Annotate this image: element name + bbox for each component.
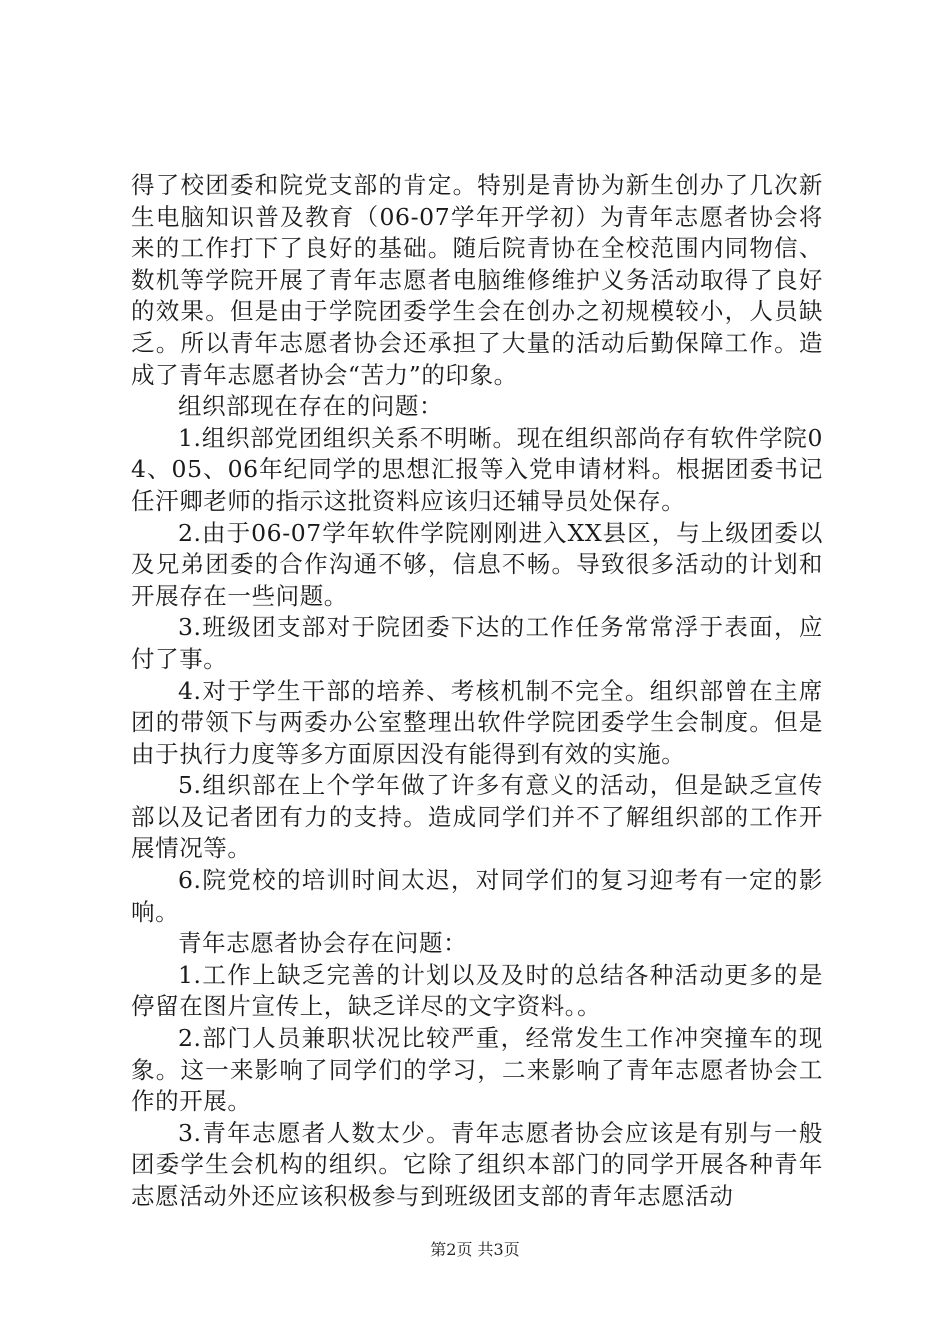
volunteer-problem-3: 3.青年志愿者人数太少。青年志愿者协会应该是有别与一般团委学生会机构的组织。它除了组织本部门的同学开展各种青年志愿活动外还应该积极参与到班级团支部的青年志愿活动 <box>131 1118 823 1210</box>
org-problem-1: 1.组织部党团组织关系不明晰。现在组织部尚存有软件学院04、05、06年纪同学的思想汇报等入党申请材料。根据团委书记任汗卿老师的指示这批资料应该归还辅导员处保存。 <box>131 423 823 515</box>
paragraph-intro-continuation: 得了校团委和院党支部的肯定。特别是青协为新生创办了几次新生电脑知识普及教育（06-07学年开学初）为青年志愿者协会将来的工作打下了良好的基础。随后院青协在全校范围内同物信、数机等学院开展了青年志愿者电脑维修维护义务活动取得了良好的效果。但是由于学院团委学生会在创办之初规模较小，人员缺乏。所以青年志愿者协会还承担了大量的活动后勤保障工作。造成了青年志愿者协会“苦力”的印象。 <box>131 171 823 389</box>
org-problem-2: 2.由于06-07学年软件学院刚刚进入XX县区，与上级团委以及兄弟团委的合作沟通不够，信息不畅。导致很多活动的计划和开展存在一些问题。 <box>131 518 823 610</box>
org-problem-4: 4.对于学生干部的培养、考核机制不完全。组织部曾在主席团的带领下与两委办公室整理出软件学院团委学生会制度。但是由于执行力度等多方面原因没有能得到有效的实施。 <box>131 676 823 768</box>
org-problem-3: 3.班级团支部对于院团委下达的工作任务常常浮于表面，应付了事。 <box>131 613 823 673</box>
heading-volunteer-problems: 青年志愿者协会存在问题： <box>178 929 468 958</box>
volunteer-problem-1: 1.工作上缺乏完善的计划以及及时的总结各种活动更多的是停留在图片宣传上，缺乏详尽的文字资料。。 <box>131 960 823 1021</box>
page-number-footer: 第2页 共3页 <box>430 1240 520 1259</box>
org-problem-5: 5.组织部在上个学年做了许多有意义的活动，但是缺乏宣传部以及记者团有力的支持。造成同学们并不了解组织部的工作开展情况等。 <box>131 771 823 863</box>
document-body <box>131 170 823 1213</box>
org-problem-6: 6.院党校的培训时间太迟，对同学们的复习迎考有一定的影响。 <box>131 866 823 926</box>
volunteer-problem-2: 2.部门人员兼职状况比较严重，经常发生工作冲突撞车的现象。这一来影响了同学们的学习，二来影响了青年志愿者协会工作的开展。 <box>131 1024 823 1116</box>
heading-organization-problems: 组织部现在存在的问题： <box>178 392 444 421</box>
